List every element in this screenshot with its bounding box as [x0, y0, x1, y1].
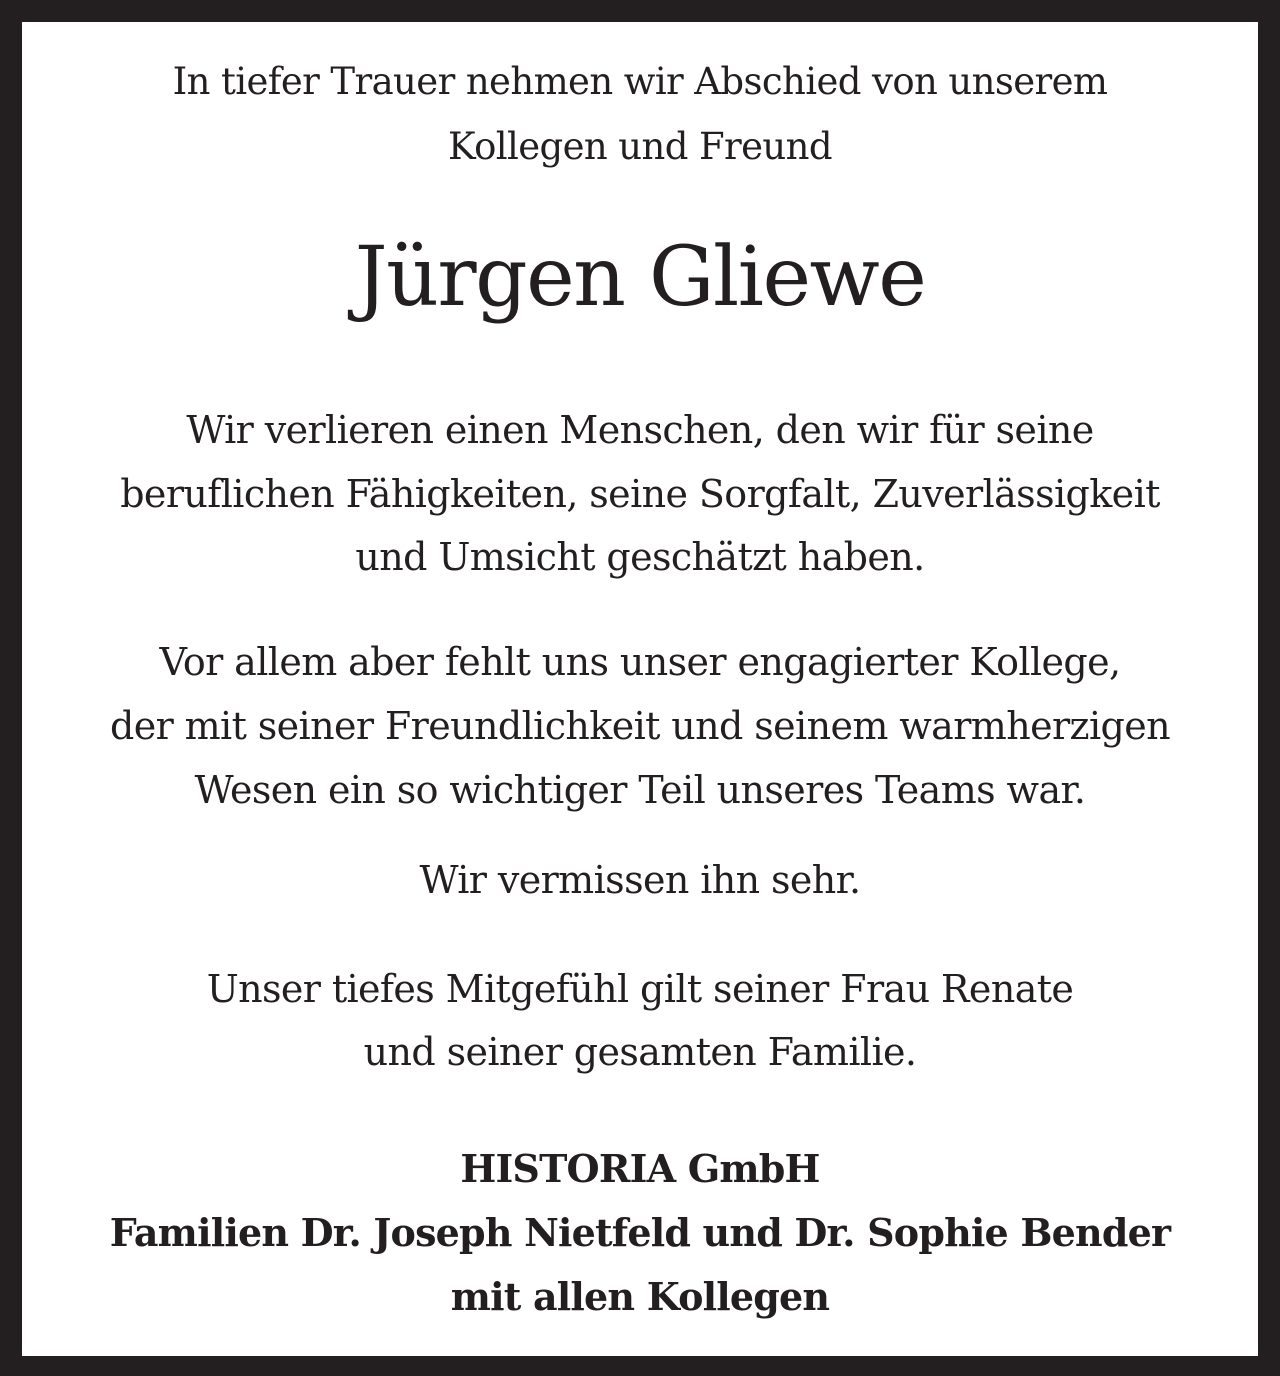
intro-line-1: In tiefer Trauer nehmen wir Abschied von unserem: [172, 60, 1108, 103]
signature-families: Familien Dr. Joseph Nietfeld und Dr. Sophie Bender: [109, 1210, 1171, 1255]
signature-company: HISTORIA GmbH: [460, 1146, 820, 1191]
obituary-notice: [22, 22, 1258, 1356]
paragraph-2-line-2: der mit seiner Freundlichkeit und seinem warmherzigen: [109, 704, 1171, 748]
paragraph-1-line-3: und Umsicht geschätzt haben.: [355, 535, 925, 579]
paragraph-2-line-3: Wesen ein so wichtiger Teil unseres Teams war.: [194, 768, 1086, 812]
paragraph-1-line-2: beruflichen Fähigkeiten, seine Sorgfalt, Zuverlässigkeit: [120, 472, 1160, 516]
paragraph-1-line-1: Wir verlieren einen Menschen, den wir für seine: [186, 408, 1094, 452]
paragraph-4-line-1: Unser tiefes Mitgefühl gilt seiner Frau Renate: [206, 967, 1074, 1011]
paragraph-2-line-1: Vor allem aber fehlt uns unser engagierter Kollege,: [159, 640, 1121, 684]
intro-line-2: Kollegen und Freund: [448, 125, 832, 168]
signature-colleagues: mit allen Kollegen: [450, 1274, 830, 1319]
deceased-name: Jürgen Gliewe: [354, 230, 926, 325]
paragraph-3: Wir vermissen ihn sehr.: [419, 858, 861, 902]
paragraph-4-line-2: und seiner gesamten Familie.: [363, 1030, 917, 1074]
